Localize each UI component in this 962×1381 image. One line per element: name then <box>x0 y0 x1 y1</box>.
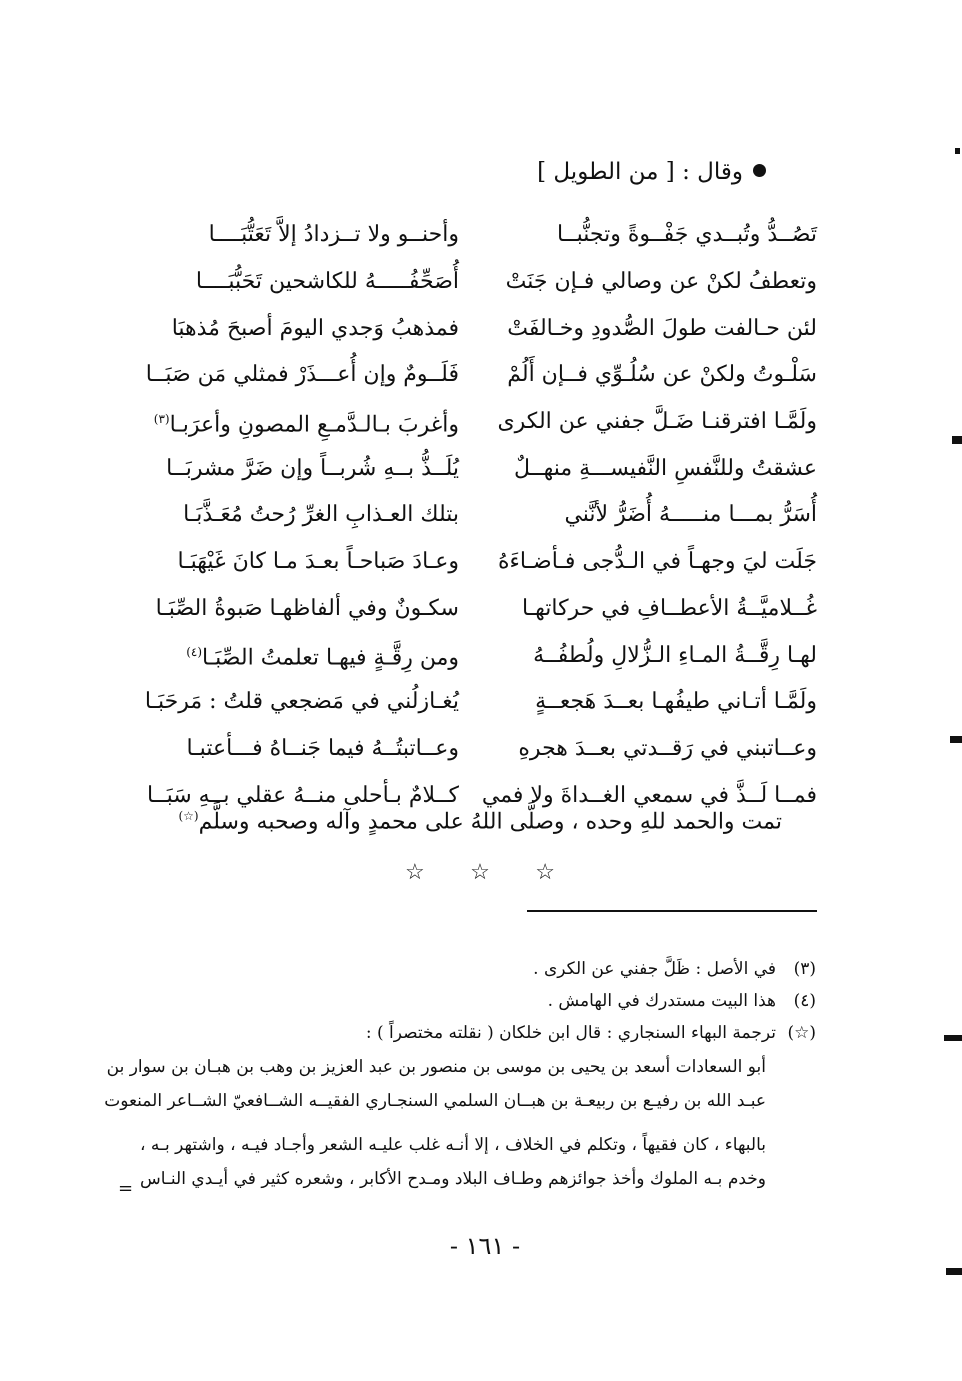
scan-mark <box>946 1268 962 1275</box>
scan-mark <box>944 1035 962 1041</box>
closing-line <box>178 800 782 838</box>
verse <box>127 399 817 446</box>
verse-second-hemistich <box>127 404 459 440</box>
verse-second-hemistich: يُلَــذُّ بــهِ شُربــاً وإن ضَرَّ مشربَــا <box>166 455 459 481</box>
footnote <box>150 956 816 982</box>
verse-first-hemistich: لئن حـالفت طولَ الصُّدودِ وخـالفَتْ <box>507 315 817 341</box>
verse-first-hemistich: وتعطفُ لكنْ عن وصالي فـإن جَنَتْ <box>505 269 817 295</box>
star-icon: ☆ <box>470 860 490 885</box>
continuation-mark: = <box>118 1178 134 1199</box>
verse-first-hemistich: تَصُــدُّ وتُبــدي جَفْــوةً وتجنُّبــا <box>557 222 817 248</box>
verse-second-hemistich: سكـونٌ وفي ألفاظهـا صَبوةُ الصِّبَـا <box>155 595 459 621</box>
verse-first-hemistich: عشقتُ وللنَّفسِ النَّفيســـةِ منهــلٌ <box>514 455 817 481</box>
poem <box>127 212 817 819</box>
verse <box>127 259 817 306</box>
footnote-number: (☆) <box>787 1023 816 1043</box>
footnote-number: (٣) <box>793 959 816 979</box>
verse-second-hemistich: وعـادَ صَباحـاً بعـدَ مـا كانَ غَيْهَبَـا <box>177 549 459 575</box>
verse-second-hemistich: يُغـازلُني في مَضجعي قلتُ : مَرحَبَـا <box>144 689 459 715</box>
verse-second-hemistich: أُصَحِّفُـــــهُ للكاشحين تَحَبُّبَــــا <box>195 269 459 295</box>
verse-second-text: ومن رِقَّـةٍ فيهـا تعلمتُ الصِّبَـا <box>202 645 459 671</box>
verse-second-hemistich: وأحنــو ولا تــزدادُ إلاَّ تَعَتُّبَــــا <box>208 222 459 248</box>
star-icon: ☆ <box>405 860 425 885</box>
biography-line: وخدم بـه الملوك وأخذ جوائزهم وطـاف البلاد ومـدح الأكابر ، وشعره كثير في أيـدي النـاس <box>140 1169 766 1189</box>
footnote <box>150 988 816 1014</box>
footnote-text: هذا البيت مستدرك في الهامش . <box>547 991 776 1011</box>
verse-second-hemistich: وعــاتبتُــهُ فيما جَنــاهُ فـــأعتبـا <box>186 735 459 761</box>
verse <box>127 679 817 726</box>
bullet-icon <box>753 164 766 177</box>
scan-mark <box>950 736 962 743</box>
verse <box>127 586 817 633</box>
footnote-marker: (☆) <box>178 809 199 823</box>
verse <box>127 539 817 586</box>
verse <box>127 632 817 679</box>
verse <box>127 352 817 399</box>
closing-text: تمت والحمد للهِ وحده ، وصلَّى اللهُ على محمدٍ وآله وصحبه وسلَّم <box>198 809 782 835</box>
footnote <box>150 1020 816 1046</box>
verse-second-hemistich: فمذهبُ وَجدي اليومَ أصبحَ مُذهبَا <box>171 315 459 341</box>
verse-second-hemistich: كــلامٌ بـأحلى منــهُ عقلي بــهِ سَبَــا <box>146 782 459 808</box>
verse <box>127 212 817 259</box>
heading-meter: [ من الطويل ] <box>537 159 675 185</box>
verse-first-hemistich: لهـا رِقَّــةُ المـاءِ الـزُّلالِ ولُطفُــهُ <box>533 642 817 668</box>
verse-first-hemistich: غُــلاميَّــةُ الأعطــافِ في حركاتهـا <box>521 595 817 621</box>
biography-line: أبو السعادات أسعد بن يحيى بن موسى بن منصور بن عبد العزيز بن وهب بن هبـان بن سوار بن <box>106 1057 766 1077</box>
poem-heading <box>300 156 766 188</box>
footnote-number: (٤) <box>793 991 816 1011</box>
verse-first-hemistich: سَلْـوتُ ولكنْ عن سُلُـوِّي فــإن أَلُمْ <box>507 362 817 388</box>
page-number: - ١٦١ - <box>449 1232 521 1260</box>
section-separator <box>405 860 555 885</box>
verse-first-hemistich: ولَمَّـا افترقنـا ضَـلَّ جفني عن الكرى <box>497 409 817 435</box>
verse-first-hemistich: وعــاتبني في رَقــدتي بعــدَ هجرهِ <box>518 735 817 761</box>
verse-first-hemistich: فمــا لَــذَّ في سمعي الغــداةَ ولا فمي <box>481 782 817 808</box>
verse <box>127 492 817 539</box>
heading-said: وقال : <box>682 159 743 185</box>
footnote-marker: (٤) <box>186 645 203 660</box>
verse-first-hemistich: أُسَرُّ بمـــا منـــــهُ أُضَرُّ لأنَّني <box>564 502 817 528</box>
verse <box>127 726 817 773</box>
verse-second-hemistich: فَلَــومٌ وإن أُعـــذَرْ فمثلي مَن صَبَــا <box>145 362 459 388</box>
biography-line: عبـد الله بن رفيـع بن ربيعـة بن هبــان السلمي السنجـاري الفقيــه الشــافعيّ الشــاعر المنعوت <box>104 1091 766 1111</box>
footnote-text: في الأصل : ظَلَّ جفني عن الكرى . <box>533 959 776 979</box>
verse-second-text: وأغربَ بـالـدَّمـعِ المصونِ وأعرَبـا <box>169 412 459 438</box>
verse-second-hemistich: بتلك العـذابِ الغرِّ رُحتُ مُعَـذَّبَـا <box>183 502 459 528</box>
verse-second-hemistich <box>127 637 459 673</box>
scan-mark <box>952 436 962 444</box>
verse <box>127 305 817 352</box>
footnote-divider <box>527 910 817 912</box>
verse-first-hemistich: ولَمَّـا أتـاني طيفُهـا بعــدَ هَجعــةٍ <box>535 689 817 715</box>
star-icon: ☆ <box>535 860 555 885</box>
verse-first-hemistich: جَلَت ليَ وجهـاً في الـدُّجى فـأضـاءَهُ <box>498 549 817 575</box>
biography-line: بالبهاء ، كان فقيهاً ، وتكلم في الخلاف ، إلا أنـه غلب عليـه الشعر وأجـاد فيـه ، واشتهر بـه ، <box>140 1135 766 1155</box>
footnote-marker: (٣) <box>153 411 170 426</box>
scan-mark <box>955 148 960 154</box>
footnote-text: ترجمة البهاء السنجاري : قال ابن خلكان ( نقلته مختصراً ) : <box>365 1023 776 1043</box>
verse <box>127 445 817 492</box>
